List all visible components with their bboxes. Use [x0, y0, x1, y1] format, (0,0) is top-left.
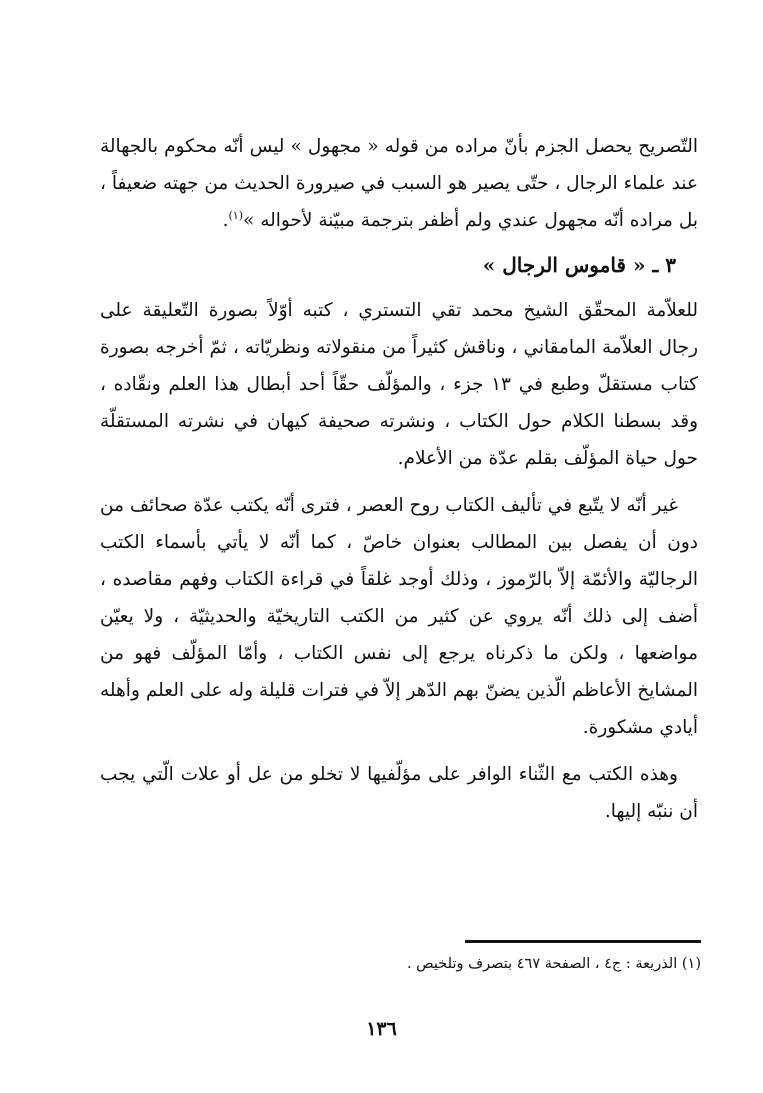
- page-body: [100, 128, 698, 830]
- section-heading: ٣ ـ « قاموس الرجال »: [482, 253, 676, 277]
- paragraph-qamus-intro: للعلاّمة المحقّق الشيخ محمد تقي التستري ، كتبه أوّلاً بصورة التّعليقة على رجال العلاّمة المامقاني ، وناقش كثيراً من منقولاته ونظريّاته ، ثمّ أخرجه بصورة كتاب مستقلّ وطبع في ١٣ جزء ، والمؤلّف حقّاً أحد أبطال هذا العلم ونقّاده ، وقد بسطنا الكلام حول الكتاب ، ونشرته صحيفة كيهان في نشرته المستقلّة حول حياة المؤلّف بقلم عدّة من الأعلام.: [100, 300, 698, 469]
- footnote: (١) الذريعة : ج٤ ، الصفحة ٤٦٧ بتصرف وتلخيص .: [406, 956, 701, 972]
- paragraph-text: التّصريح يحصل الجزم بأنّ مراده من قوله « مجهول » ليس أنّه محكوم بالجهالة عند علماء الرجال ، حتّى يصير هو السبب في صيرورة الحديث من جهته ضعيفاً ، بل مراده أنّه مجهول عندي ولم أظفر بترجمة مبيّنة لأحواله »: [100, 136, 698, 231]
- page-number: ١٣٦: [366, 1018, 397, 1040]
- paragraph-conclusion: وهذه الكتب مع الثّناء الوافر على مؤلّفيها لا تخلو من عل أو علات الّتي يجب أن ننبّه إليها.: [100, 764, 698, 822]
- paragraph-qamus-critique: غير أنّه لا يتّبع في تأليف الكتاب روح العصر ، فترى أنّه يكتب عدّة صحائف من دون أن يفصل بين المطالب بعنوان خاصّ ، كما أنّه لا يأتي بأسماء الكتب الرجاليّة والأئمّة إلاّ بالرّموز ، وذلك أوجد غلقاً في قراءة الكتاب وفهم مقاصده ، أضف إلى ذلك أنّه يروي عن كثير من الكتب التاريخيّة والحديثيّة ، ولا يعيّن مواضعها ، ولكن ما ذكرناه يرجع إلى نفس الكتاب ، وأمّا المؤلّف فهو من المشايخ الأعاظم الّذين يضنّ بهم الدّهر إلاّ في فترات قليلة وله على العلم وأهله أيادي مشكورة.: [100, 495, 698, 738]
- footnote-reference: (١): [228, 208, 244, 222]
- footnote-divider: [465, 940, 701, 943]
- paragraph-quote-continuation: التّصريح يحصل الجزم بأنّ مراده من قوله « مجهول » ليس أنّه محكوم بالجهالة عند علماء الرجال ، حتّى يصير هو السبب في صيرورة الحديث من جهته ضعيفاً ، بل مراده أنّه مجهول عندي ولم أظفر بترجمة مبيّنة لأحواله »$^{(١)}$.: [100, 136, 698, 231]
